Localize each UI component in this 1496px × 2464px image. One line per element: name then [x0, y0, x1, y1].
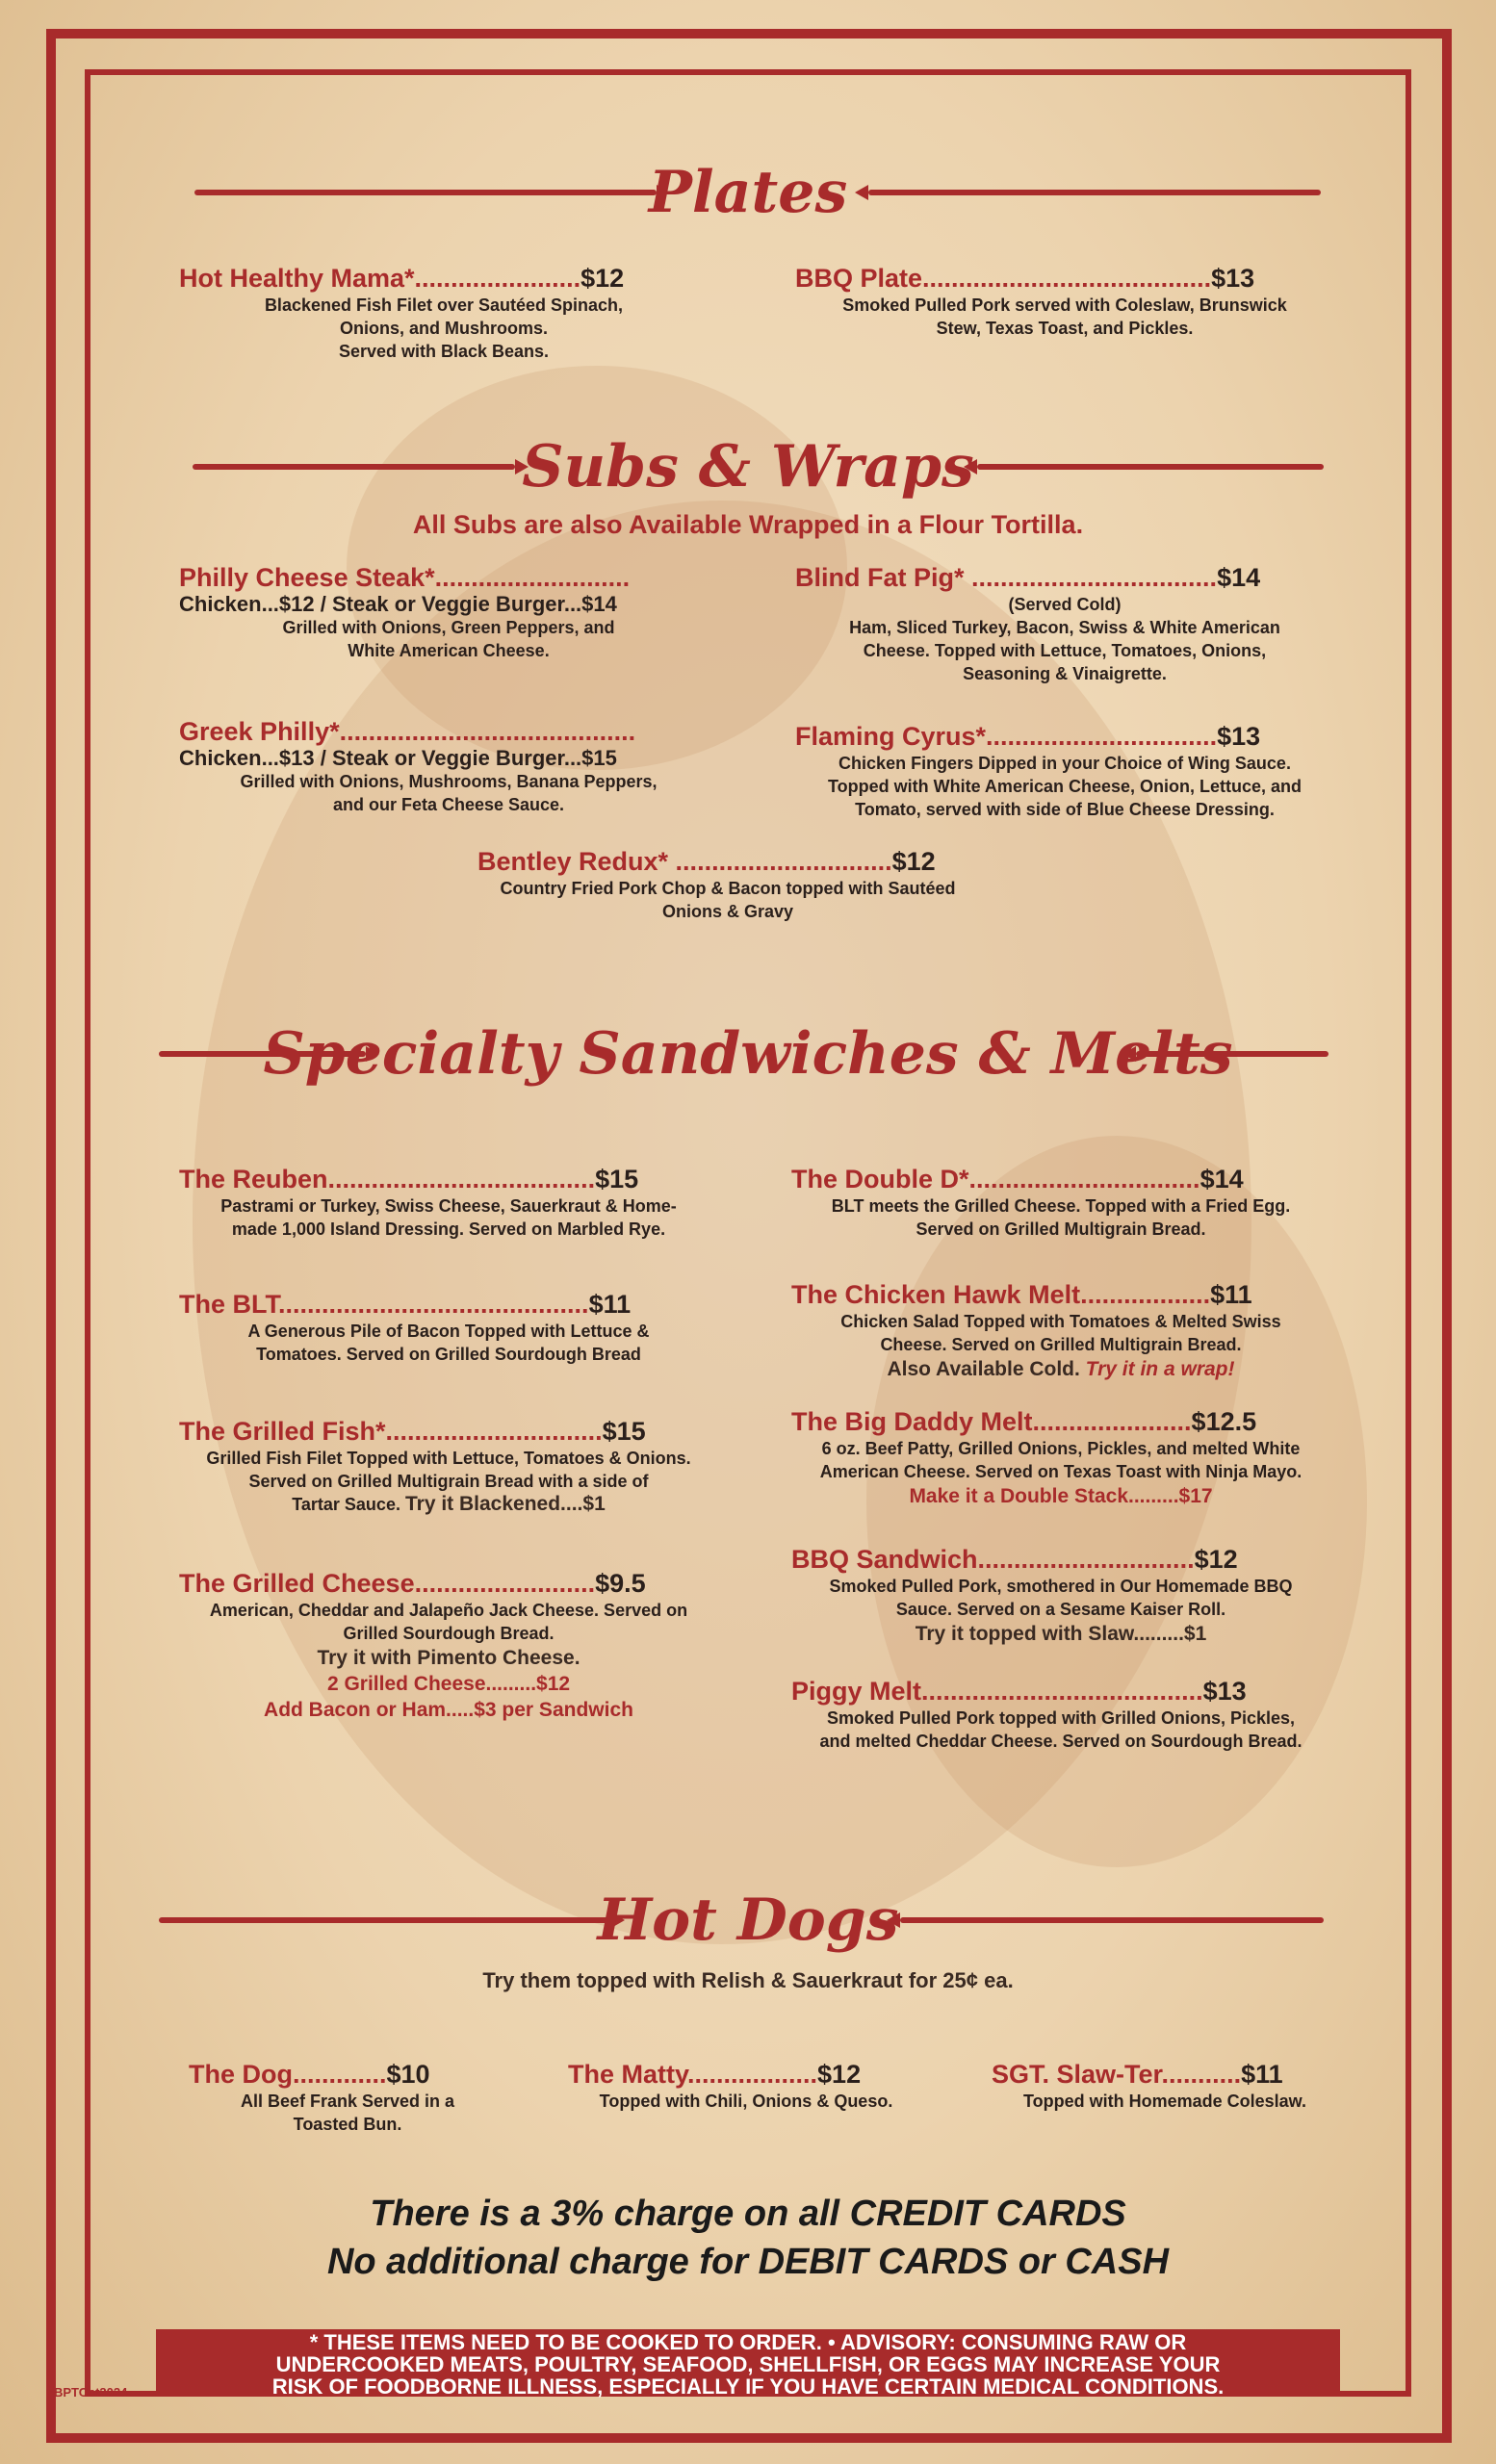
item-name: Bentley Redux* .............................. [477, 847, 892, 876]
item-price: $9.5 [595, 1569, 646, 1598]
item-name: The Big Daddy Melt...................... [791, 1407, 1192, 1436]
menu-item-philly-cheese-steak [179, 563, 718, 662]
item-description: Pastrami or Turkey, Swiss Cheese, Sauerkraut & Home- made 1,000 Island Dressing. Served on Marbled Rye. [220, 1196, 677, 1239]
item-name: The BLT........................................... [179, 1290, 589, 1319]
menu-item-big-daddy-melt [791, 1407, 1330, 1509]
menu-item-piggy-melt [791, 1677, 1330, 1753]
item-name: The Double D*................................ [791, 1165, 1200, 1194]
item-price: $11 [1210, 1280, 1252, 1309]
menu-item-chicken-hawk-melt [791, 1280, 1330, 1382]
menu-item-bentley-redux [477, 847, 1017, 923]
item-name: Piggy Melt....................................... [791, 1677, 1203, 1706]
item-price: $12 [891, 847, 936, 876]
menu-item-the-reuben [179, 1165, 718, 1241]
item-description: Chicken...$13 / Steak or Veggie Burger...$15 Grilled with Onions, Mushrooms, Banana Peppers, and our Feta Cheese Sauce. [179, 747, 718, 816]
menu-item-double-d [791, 1165, 1330, 1241]
item-description: Smoked Pulled Pork served with Coleslaw, Brunswick Stew, Texas Toast, and Pickles. [842, 295, 1287, 338]
item-description: American, Cheddar and Jalapeño Jack Cheese. Served on Grilled Sourdough Bread. [209, 1601, 688, 1643]
item-price-options: Chicken...$12 / Steak or Veggie Burger...$14 [179, 592, 617, 616]
menu-item-grilled-fish [179, 1417, 718, 1516]
item-description: Topped with Chili, Onions & Queso. [599, 2092, 893, 2111]
item-option: 2 Grilled Cheese.........$12 [326, 1673, 571, 1695]
plates-header [0, 149, 1496, 236]
item-price-options: Chicken...$13 / Steak or Veggie Burger...$15 [179, 746, 617, 770]
section-title: Subs & Wraps [522, 433, 974, 500]
menu-item-bbq-sandwich [791, 1545, 1330, 1647]
item-description: Chicken...$12 / Steak or Veggie Burger...$14 Grilled with Onions, Green Peppers, and White American Cheese. [179, 593, 718, 662]
menu-item-grilled-cheese [179, 1569, 718, 1723]
section-title: Specialty Sandwiches & Melts [263, 1020, 1233, 1088]
item-option: Try it topped with Slaw.........$1 [915, 1623, 1207, 1645]
item-description: Smoked Pulled Pork topped with Grilled Onions, Pickles, and melted Cheddar Cheese. Served on Sourdough Bread. [819, 1708, 1303, 1751]
item-price: $12.5 [1191, 1407, 1257, 1436]
item-description: 6 oz. Beef Patty, Grilled Onions, Pickles, and melted White American Cheese. Served on Texas Toast with Ninja Mayo. [819, 1439, 1303, 1481]
item-price: $12 [580, 264, 625, 293]
item-name: The Reuben..................................... [179, 1165, 596, 1194]
menu-item-the-dog [189, 2060, 477, 2136]
item-price: $11 [1241, 2060, 1283, 2089]
subs-note: All Subs are also Available Wrapped in a Flour Tortilla. [412, 510, 1084, 539]
menu-item-the-blt [179, 1290, 718, 1366]
item-price: $14 [1199, 1165, 1244, 1194]
menu-item-bbq-plate [795, 264, 1334, 340]
item-option: Add Bacon or Ham.....$3 per Sandwich [264, 1699, 633, 1721]
item-description: BLT meets the Grilled Cheese. Topped with a Fried Egg. Served on Grilled Multigrain Bread. [831, 1196, 1291, 1239]
menu-item-flaming-cyrus [795, 722, 1334, 821]
item-description: A Generous Pile of Bacon Topped with Lettuce & Tomatoes. Served on Grilled Sourdough Bread [247, 1322, 650, 1364]
item-price: $12 [817, 2060, 862, 2089]
item-name: Greek Philly*......................................... [179, 717, 636, 746]
item-option: Make it a Double Stack.........$17 [909, 1485, 1213, 1507]
menu-version-code: BPTOct2024 [54, 2385, 128, 2400]
specialty-header [0, 1011, 1496, 1097]
item-name: The Grilled Fish*.............................. [179, 1417, 603, 1446]
item-price: $15 [595, 1165, 639, 1194]
item-name: SGT. Slaw-Ter........... [992, 2060, 1242, 2089]
menu-item-blind-fat-pig [795, 563, 1334, 685]
item-price: $11 [588, 1290, 632, 1319]
item-name: BBQ Plate........................................ [795, 264, 1212, 293]
item-name: Blind Fat Pig* .................................. [795, 563, 1218, 592]
item-name: BBQ Sandwich.............................. [791, 1545, 1195, 1574]
item-description: Country Fried Pork Chop & Bacon topped with Sautéed Onions & Gravy [500, 879, 956, 921]
menu-item-hot-healthy-mama [179, 264, 709, 363]
item-description: All Beef Frank Served in a Toasted Bun. [240, 2092, 455, 2134]
item-description: (Served Cold) Ham, Sliced Turkey, Bacon, Swiss & White American Cheese. Topped with Lettuce, Tomatoes, Onions, Seasoning & Vinaigrette. [849, 595, 1280, 683]
item-option: Also Available Cold. Try it in a wrap! [887, 1358, 1235, 1380]
item-name: Philly Cheese Steak*........................... [179, 563, 631, 592]
item-name: The Grilled Cheese......................... [179, 1569, 596, 1598]
payment-notice: There is a 3% charge on all CREDIT CARDS No additional charge for DEBIT CARDS or CASH [326, 2194, 1170, 2282]
item-name: The Matty.................. [568, 2060, 818, 2089]
item-description: Smoked Pulled Pork, smothered in Our Homemade BBQ Sauce. Served on a Sesame Kaiser Roll. [829, 1577, 1293, 1619]
subs-header [0, 424, 1496, 510]
section-title: Plates [648, 159, 848, 226]
item-price: $13 [1202, 1677, 1247, 1706]
menu-item-the-matty [568, 2060, 934, 2113]
food-advisory-banner: * THESE ITEMS NEED TO BE COOKED TO ORDER. • ADVISORY: CONSUMING RAW OR UNDERCOOKED MEATS, POULTRY, SEAFOOD, SHELLFISH, OR EGGS MAY INCREASE YOUR RISK OF FOODBORNE ILLNESS, ESPECIALLY IF YOU HAVE CERTAIN MEDICAL CONDITIONS. [156, 2329, 1340, 2397]
item-price: $13 [1211, 264, 1255, 293]
item-name: Hot Healthy Mama*....................... [179, 264, 581, 293]
item-name: Flaming Cyrus*................................ [795, 722, 1218, 751]
item-description: Chicken Salad Topped with Tomatoes & Melted Swiss Cheese. Served on Grilled Multigrain Bread. [840, 1312, 1281, 1354]
hotdogs-header [0, 1877, 1496, 1964]
item-name: The Chicken Hawk Melt.................. [791, 1280, 1211, 1309]
item-price: $13 [1217, 722, 1261, 751]
item-description: Blackened Fish Filet over Sautéed Spinach, Onions, and Mushrooms. Served with Black Beans. [264, 295, 624, 361]
item-price: $14 [1217, 563, 1261, 592]
hotdogs-note: Try them topped with Relish & Sauerkraut for 25¢ ea. [482, 1968, 1014, 1992]
item-price: $12 [1194, 1545, 1238, 1574]
item-price: $15 [602, 1417, 646, 1446]
item-description: Chicken Fingers Dipped in your Choice of Wing Sauce. Topped with White American Cheese, Onion, Lettuce, and Tomato, served with side of Blue Cheese Dressing. [827, 754, 1303, 819]
item-description: Grilled Fish Filet Topped with Lettuce, Tomatoes & Onions. Served on Grilled Multigrain Bread with a side of Tartar Sauce. Try it Blackened....$1 [206, 1449, 691, 1515]
item-option: Try it with Pimento Cheese. [317, 1647, 580, 1669]
item-name: The Dog............. [189, 2060, 387, 2089]
menu-item-greek-philly [179, 717, 718, 816]
item-description: Topped with Homemade Coleslaw. [1022, 2092, 1307, 2111]
menu-item-sgt-slaw-ter [992, 2060, 1348, 2113]
section-title: Hot Dogs [597, 1886, 899, 1954]
item-price: $10 [386, 2060, 430, 2089]
